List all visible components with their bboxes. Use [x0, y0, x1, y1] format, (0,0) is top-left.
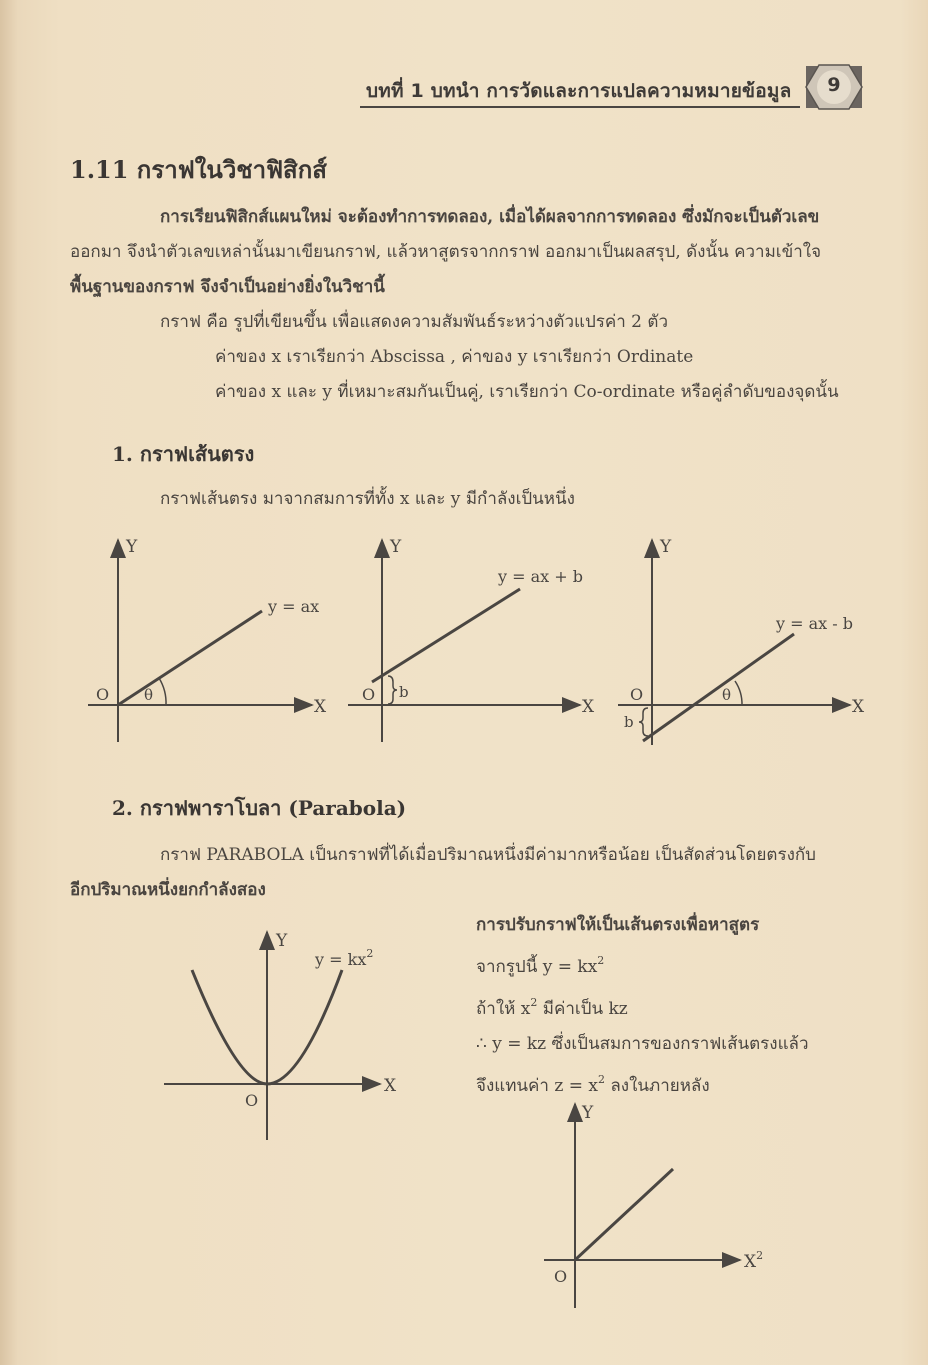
linearize-line-1: จากรูปนี้ $y = kx^2$	[476, 954, 605, 977]
header-rule	[360, 106, 800, 108]
linearize-heading: การปรับกราฟให้เป็นเส้นตรงเพื่อหาสูตร	[476, 915, 760, 935]
y-label: Y	[390, 537, 402, 557]
section-title: 1.11 กราฟในวิชาฟิสิกส์	[70, 155, 327, 184]
intercept-brace	[388, 676, 397, 704]
line-y-ax-minus-b	[643, 634, 794, 741]
y-label: Y	[582, 1103, 594, 1123]
y-label: Y	[276, 931, 288, 951]
intro-line-2: ออกมา จึงนำตัวเลขเหล่านั้นมาเขียนกราฟ, แล้วหาสูตรจากกราฟ ออกมาเป็นผลสรุป, ดังนั้น ความเข้าใจ	[70, 242, 822, 262]
straight-line-description: กราฟเส้นตรง มาจากสมการที่ทั้ง x และ y มีกำลังเป็นหนึ่ง	[160, 489, 575, 509]
intercept-label: b	[399, 683, 409, 701]
page-number: 9	[827, 74, 841, 96]
linearize-line-2: ถ้าให้ $x^2$ มีค่าเป็น kz	[476, 996, 628, 1019]
intro-line-1: การเรียนฟิสิกส์แผนใหม่ จะต้องทำการทดลอง, เมื่อได้ผลจากการทดลอง ซึ่งมักจะเป็นตัวเลข	[160, 207, 820, 227]
origin-label: O	[554, 1267, 568, 1286]
theta-label: θ	[144, 686, 154, 704]
intro-line-3: พื้นฐานของกราฟ จึงจำเป็นอย่างยิ่งในวิชานี้	[70, 277, 385, 297]
page-number-badge	[805, 64, 863, 110]
running-header: บทที่ 1 บทนำ การวัดและการแปลความหมายข้อมูล	[366, 80, 792, 102]
graph-definition: กราฟ คือ รูปที่เขียนขึ้น เพื่อแสดงความสัมพันธ์ระหว่างตัวแปรค่า 2 ตัว	[160, 312, 668, 332]
equation-label: $y = kx^2$	[315, 947, 374, 969]
x-label: X	[384, 1076, 397, 1096]
linearize-line-4: จึงแทนค่า $z = x^2$ ลงในภายหลัง	[476, 1073, 710, 1096]
origin-label: O	[630, 685, 644, 704]
linearize-block	[476, 908, 809, 1104]
x-label: $X^2$	[744, 1249, 764, 1272]
straight-line-heading: 1. กราฟเส้นตรง	[112, 442, 255, 466]
theta-arc	[159, 678, 166, 705]
coordinate-line: ค่าของ x และ y ที่เหมาะสมกันเป็นคู่, เราเรียกว่า Co-ordinate หรือคู่ลำดับของจุดนั้น	[215, 382, 839, 402]
x-label: X	[582, 697, 595, 717]
intercept-label: b	[624, 713, 634, 731]
theta-arc	[735, 681, 742, 705]
x-label: X	[314, 697, 327, 717]
parabola-heading: 2. กราฟพาราโบลา (Parabola)	[112, 796, 407, 820]
figure-parabola	[160, 910, 420, 1150]
equation-label: y = ax	[268, 597, 320, 616]
x-label: X	[852, 697, 865, 717]
origin-label: O	[362, 685, 376, 704]
figure-y-equals-ax	[80, 530, 340, 750]
figure-y-equals-ax-minus-b	[610, 530, 880, 750]
origin-label: O	[245, 1091, 259, 1110]
y-label: Y	[660, 537, 672, 557]
figure-y-vs-x-squared	[530, 1090, 790, 1320]
equation-label: y = ax + b	[498, 567, 583, 586]
line-y-ax-plus-b	[372, 589, 520, 682]
parabola-description-line-2: อีกปริมาณหนึ่งยกกำลังสอง	[70, 880, 266, 900]
linear-line	[575, 1169, 673, 1260]
parabola-description-line-1: กราฟ PARABOLA เป็นกราฟที่ได้เมื่อปริมาณหนึ่งมีค่ามากหรือน้อย เป็นสัดส่วนโดยตรงกับ	[160, 845, 816, 865]
equation-label: y = ax - b	[776, 614, 853, 633]
y-label: Y	[126, 537, 138, 557]
abscissa-ordinate-line: ค่าของ x เราเรียกว่า Abscissa , ค่าของ y เราเรียกว่า Ordinate	[215, 347, 694, 367]
line-y-ax	[118, 611, 262, 705]
origin-label: O	[96, 685, 110, 704]
linearize-line-3: ∴ y = kz ซึ่งเป็นสมการของกราฟเส้นตรงแล้ว	[476, 1034, 809, 1054]
figure-y-equals-ax-plus-b	[340, 530, 610, 750]
theta-label: θ	[722, 686, 732, 704]
intercept-brace	[639, 708, 648, 736]
